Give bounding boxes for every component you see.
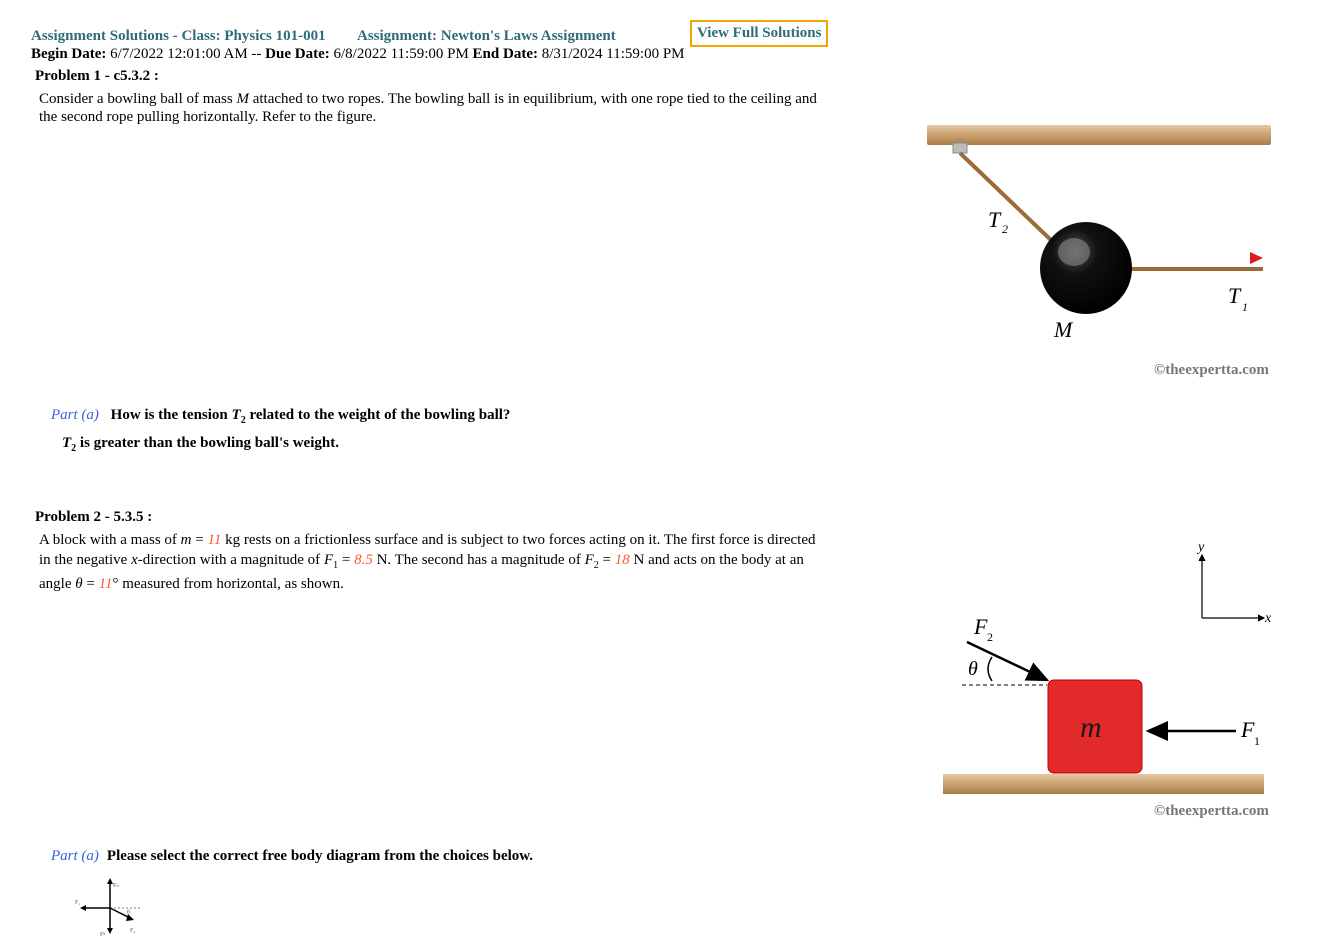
p2-angle-value: 11 (98, 576, 113, 592)
ceiling-hook (953, 143, 967, 153)
p2-f1-value: 8.5 (354, 551, 373, 568)
fbd-label-theta: θ (127, 910, 130, 916)
label-f1: F (1241, 717, 1255, 742)
problem-2-title: Problem 2 - 5.3.5 : (35, 509, 153, 525)
p1-text-b: attached to two ropes. The bowling ball is in equilibrium, with one rope tied to the ceiling and (252, 91, 817, 107)
class-title[interactable]: Assignment Solutions - Class: Physics 101-001 (31, 28, 326, 44)
assignment-title[interactable]: Assignment: Newton's Laws Assignment (357, 28, 616, 44)
fbd-choice-thumbnail[interactable] (70, 876, 150, 938)
p1-text-c: the second rope pulling horizontally. Refer to the figure. (39, 109, 377, 125)
label-t1-sub: 1 (1242, 300, 1248, 314)
bowling-ball-figure (920, 115, 1280, 355)
p2-part-a-question: Please select the correct free body diagram from the choices below. (106, 848, 534, 864)
label-t2: T (988, 207, 1001, 232)
begin-date-label: Begin Date: (31, 46, 107, 62)
label-theta: θ (968, 658, 978, 680)
p2-part-a-label: Part (a) (51, 848, 99, 864)
p2-part-a (51, 847, 533, 865)
p1-part-a-label: Part (a) (51, 407, 99, 423)
due-date-label: Due Date: (265, 46, 330, 62)
due-date-value: 6/8/2022 11:59:00 PM (333, 46, 469, 62)
p1-part-a-question: How is the tension $T_2$ related to the weight of the bowling ball? (110, 407, 511, 426)
label-block-m: m (1080, 711, 1102, 744)
label-f1-sub: 1 (1254, 734, 1260, 748)
assignment-dates (31, 46, 685, 63)
fbd-label-fn: Fₙ (113, 883, 119, 889)
floor (943, 774, 1264, 794)
label-m: M (1054, 317, 1073, 342)
fbd-label-f2: F₂ (130, 928, 136, 934)
axis-x-label: x (1265, 611, 1272, 626)
p2-figure-credit: ©theexpertta.com (1154, 803, 1269, 819)
begin-date-value: 6/7/2022 12:01:00 AM -- (110, 46, 262, 62)
problem-2-statement: A block with a mass of m = 11 kg rests on a frictionless surface and is subject to two forces acting on it. The first force is directed in the negative x-direction with a magnitude of $F_1 = 8.5$ N. The second has a magnitude of $F_2 = 18$ N and acts on the body at an angle θ = 11° measured from horizontal, as shown. (39, 532, 816, 592)
f2-arrow (967, 642, 1047, 680)
ceiling-beam (927, 125, 1271, 145)
end-date-value: 8/31/2024 11:59:00 PM (541, 46, 685, 62)
label-t1: T (1228, 283, 1241, 308)
label-t2-sub: 2 (1002, 222, 1008, 236)
label-f2: F (974, 614, 988, 639)
problem-1-title: Problem 1 - c5.3.2 : (35, 68, 159, 84)
p2-f2-value: 18 (614, 551, 630, 568)
p1-figure-credit: ©theexpertta.com (1154, 362, 1269, 378)
p1-part-a (51, 406, 510, 426)
label-f2-sub: 2 (987, 630, 993, 644)
bowling-ball (1040, 222, 1132, 314)
end-date-label: End Date: (472, 46, 538, 62)
axis-y-label: y (1198, 540, 1205, 555)
fbd-label-f1: F₁ (75, 900, 81, 906)
block-forces-figure (930, 535, 1290, 805)
p1-var-m: M (236, 91, 249, 107)
fbd-label-fg: Fᵍ (100, 932, 106, 938)
problem-1-statement (39, 90, 879, 126)
view-full-solutions-button[interactable]: View Full Solutions (690, 20, 828, 47)
p2-mass-value: 11 (207, 532, 222, 548)
p1-part-a-answer: $T_2$ is greater than the bowling ball's weight. (62, 435, 339, 454)
p1-text-a: Consider a bowling ball of mass (39, 91, 233, 107)
